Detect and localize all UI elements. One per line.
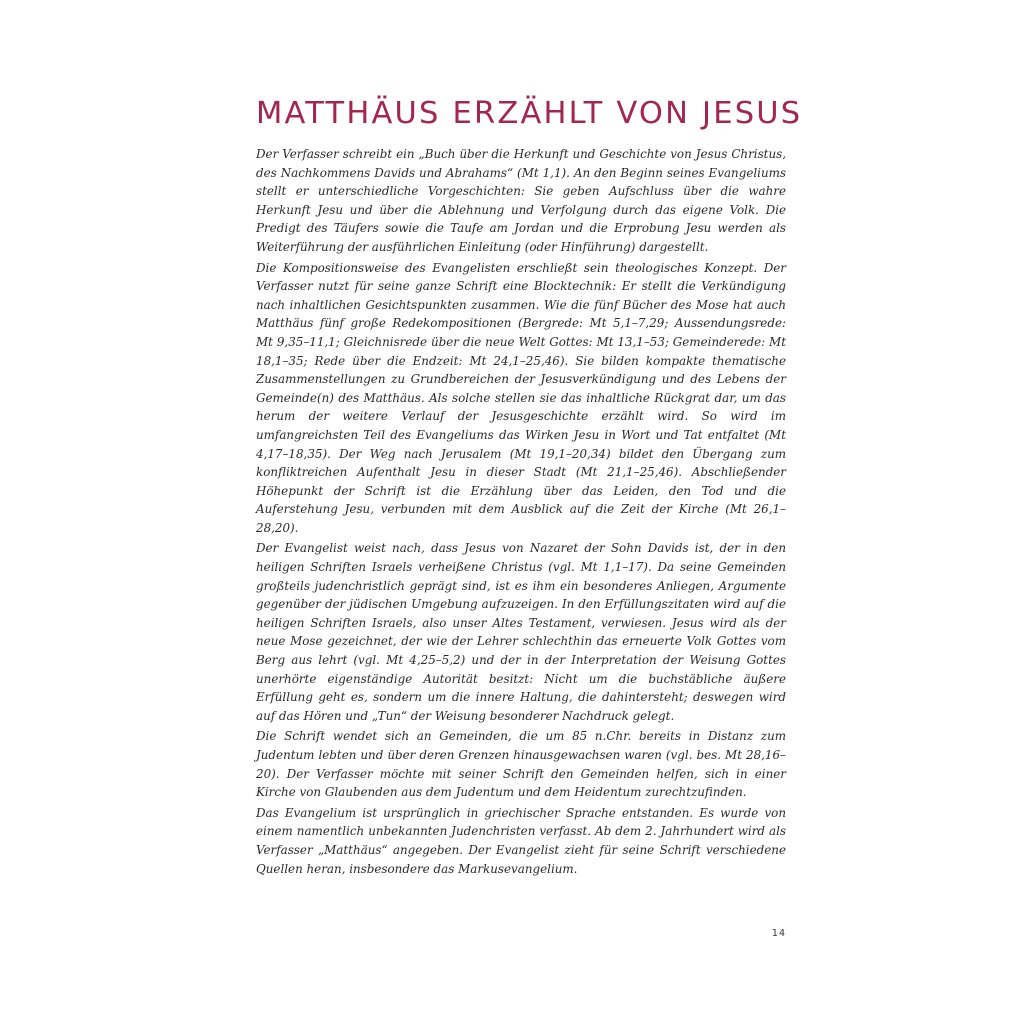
paragraph-3: Der Evangelist weist nach, dass Jesus von Nazaret der Sohn Davids ist, der in den heiligen Schriften Israels verheißene Christus (vgl. Mt 1,1–17). Da seine Gemeinden großteils judenchristlich geprägt sind, ist es ihm ein besonderes Anliegen, Argumente gegenüber der jüdischen Umgebung aufzuzeigen. In den Erfüllungszitaten wird auf die heiligen Schriften Israels, also unser Altes Testament, verwiesen. Jesus wird als der neue Mose gezeichnet, der wie der Lehrer schlechthin das erneuerte Volk Gottes vom Berg aus lehrt (vgl. Mt 4,25–5,2) und der in der Interpretation der Weisung Gottes unerhörte eigenständige Autorität besitzt: Nicht um die buchstäbliche äußere Erfüllung geht es, sondern um die innere Haltung, die dahintersteht; deswegen wird auf das Hören und „Tun“ der Weisung besonderer Nachdruck gelegt. [256,541,786,723]
paragraph-2: Die Kompositionsweise des Evangelisten erschließt sein theologisches Konzept. Der Verfasser nutzt für seine ganze Schrift eine Blocktechnik: Er stellt die Verkündigung nach inhaltlichen Gesichtspunkten zusammen. Wie die fünf Bücher des Mose hat auch Matthäus fünf große Redekompositionen (Bergrede: Mt 5,1–7,29; Aussendungsrede: Mt 9,35–11,1; Gleichnisrede über die neue Welt Gottes: Mt 13,1–53; Gemeinderede: Mt 18,1–35; Rede über die Endzeit: Mt 24,1–25,46). Sie bilden kompakte thematische Zusammenstellungen zu Grundbereichen der Jesusverkündigung und des Lebens der Gemeinde(n) des Matthäus. Als solche stellen sie das inhaltliche Rückgrat dar, um das herum der weitere Verlauf der Jesusgeschichte erzählt wird. So wird im umfangreichsten Teil des Evangeliums das Wirken Jesu in Wort und Tat entfaltet (Mt 4,17–18,35). Der Weg nach Jerusalem (Mt 19,1–20,34) bildet den Übergang zum konfliktreichen Aufenthalt Jesu in dieser Stadt (Mt 21,1–25,46). Abschließender Höhepunkt der Schrift ist die Erzählung über das Leiden, den Tod und die Auferstehung Jesu, verbunden mit dem Ausblick auf die Zeit der Kirche (Mt 26,1–28,20). [256,260,786,535]
paragraph-4: Die Schrift wendet sich an Gemeinden, die um 85 n.Chr. bereits in Distanz zum Judentum lebten und über deren Grenzen hinausgewachsen waren (vgl. bes. Mt 28,16–20). Der Verfasser möchte mit seiner Schrift den Gemeinden helfen, sich in einer Kirche von Glaubenden aus dem Judentum und dem Heidentum zurechtzufinden. [256,729,786,800]
page-title: MATTHÄUS ERZÄHLT VON JESUS [256,96,803,131]
paragraph-1: Der Verfasser schreibt ein „Buch über die Herkunft und Geschichte von Jesus Christus, des Nachkommens Davids und Abrahams“ (Mt 1,1). An den Beginn seines Evangeliums stellt er unterschiedliche Vorgeschichten: Sie geben Aufschluss über die wahre Herkunft Jesu und über die Ablehnung und Verfolgung durch das eigene Volk. Die Predigt des Täufers sowie die Taufe am Jordan und die Erprobung Jesu werden als Weiterführung der ausführlichen Einleitung (oder Hinführung) dargestellt. [256,147,786,254]
paragraph-5: Das Evangelium ist ursprünglich in griechischer Sprache entstanden. Es wurde von einem namentlich unbekannten Judenchristen verfasst. Ab dem 2. Jahrhundert wird als Verfasser „Matthäus“ angegeben. Der Evangelist zieht für seine Schrift verschiedene Quellen heran, insbesondere das Markusevangelium. [256,805,786,876]
page-number: 14 [771,928,786,939]
body-text [256,145,786,880]
